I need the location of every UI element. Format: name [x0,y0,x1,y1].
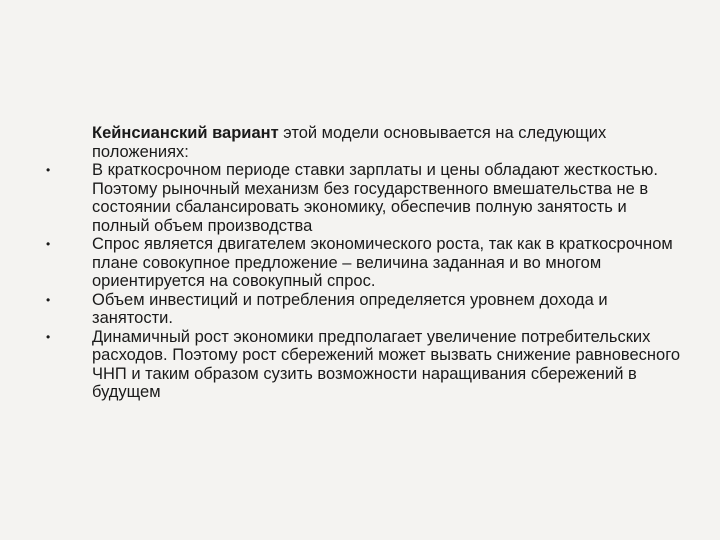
intro-bold-term: Кейнсианский вариант [92,124,279,142]
intro-paragraph [92,124,682,161]
bullet-text: Спрос является двигателем экономического роста, так как в краткосрочном плане совокупное предложение – величина заданная и во многом ориентируется на совокупный спрос. [92,235,673,290]
slide-body [0,124,720,402]
bullet-icon: • [46,292,51,307]
bullet-list [0,161,720,402]
bullet-text: Динамичный рост экономики предполагает увеличение потребительских расходов. Поэтому рост сбережений может вызвать снижение равновесного ЧНП и таким образом сузить возможности наращивания сбережений в будущем [92,327,681,401]
bullet-text: В краткосрочном периоде ставки зарплаты и цены обладают жесткостью. Поэтому рыночный механизм без государственного вмешательства не в состоянии сбалансировать экономику, обеспечив полную занятость и полный объем производства [92,161,658,235]
bullet-icon: • [46,237,51,251]
list-item [46,290,682,328]
bullet-text: Объем инвестиций и потребления определяется уровнем дохода и занятости. [92,290,608,327]
list-item [46,161,682,235]
bullet-icon: • [46,163,51,177]
bullet-icon: • [46,329,51,344]
list-item [46,235,682,291]
intro-text: этой модели основывается на следующих положениях: [92,124,607,161]
list-item [46,327,682,402]
